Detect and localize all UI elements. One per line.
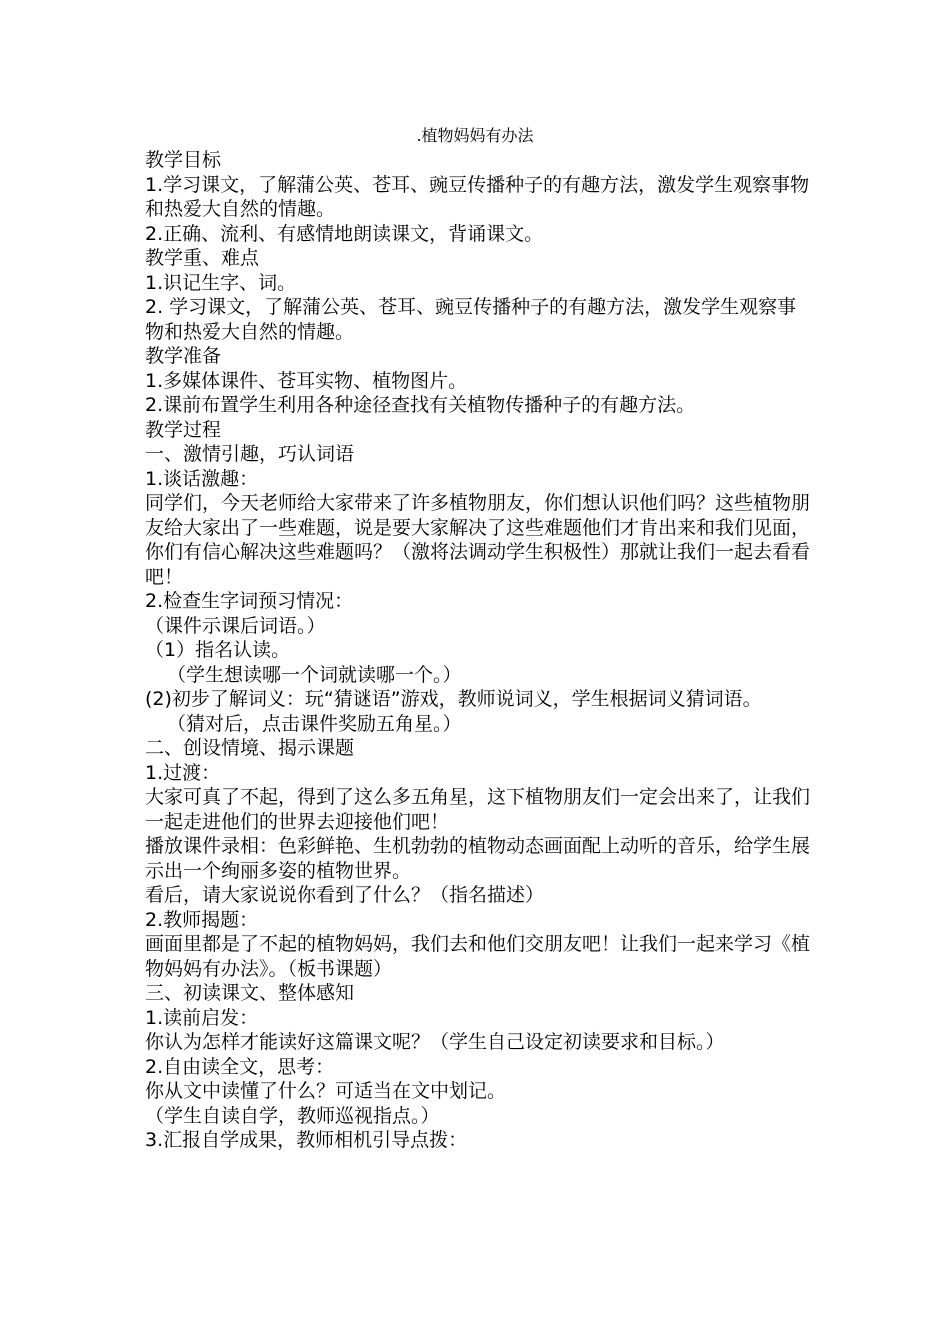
- section-heading: 教学重、难点: [145, 247, 260, 269]
- paragraph: 画面里都是了不起的植物妈妈，我们去和他们交朋友吧！让我们一起来学习《植物妈妈有办法》。（板书课题）: [145, 933, 811, 980]
- paragraph: （1）指名认读。: [145, 639, 291, 661]
- paragraph: 1.识记生字、词。: [145, 271, 297, 294]
- document-title: .植物妈妈有办法: [416, 126, 534, 145]
- paragraph: 2.正确、流利、有感情地朗读课文，背诵课文。: [145, 222, 544, 245]
- step-heading: 1.过渡：: [145, 761, 221, 784]
- subsection-heading: 一、激情引趣，巧认词语: [145, 443, 355, 465]
- paragraph: 你从文中读懂了什么？可适当在文中划记。: [145, 1080, 507, 1102]
- paragraph: 你认为怎样才能读好这篇课文呢？（学生自己设定初读要求和目标。）: [145, 1031, 725, 1053]
- paragraph: （学生自读自学，教师巡视指点。）: [145, 1104, 440, 1127]
- paragraph: 同学们，今天老师给大家带来了许多植物朋友，你们想认识他们吗？这些植物朋友给大家出了一些难题，说是要大家解决了这些难题他们才肯出来和我们见面，你们有信心解决这些难题吗？（激将法调动学生积极性）那就让我们一起去看看吧！: [145, 492, 811, 588]
- paragraph: 2. 学习课文，了解蒲公英、苍耳、豌豆传播种子的有趣方法，激发学生观察事物和热爱大自然的情趣。: [145, 296, 797, 343]
- paragraph: 1.学习课文，了解蒲公英、苍耳、豌豆传播种子的有趣方法，激发学生观察事物和热爱大自然的情趣。: [145, 173, 810, 220]
- step-heading: 2.自由读全文，思考：: [145, 1055, 335, 1078]
- step-heading: 1.谈话激趣：: [145, 467, 259, 490]
- paragraph-indented: （猜对后，点击课件奖励五角星。）: [167, 712, 462, 735]
- step-heading: 1.读前启发：: [145, 1006, 259, 1029]
- step-heading: 3.汇报自学成果，教师相机引导点拨：: [145, 1129, 468, 1151]
- subsection-heading: 三、初读课文、整体感知: [145, 982, 355, 1004]
- paragraph: (2)初步了解词义：玩“猜谜语”游戏，教师说词义，学生根据词义猜词语。: [145, 688, 762, 710]
- paragraph-indented: （学生想读哪一个词就读哪一个。）: [167, 663, 462, 686]
- paragraph: 1.多媒体课件、苍耳实物、植物图片。: [145, 369, 468, 392]
- paragraph: 2.课前布置学生利用各种途径查找有关植物传播种子的有趣方法。: [145, 394, 696, 416]
- section-heading: 教学过程: [145, 418, 222, 441]
- subsection-heading: 二、创设情境、揭示课题: [145, 737, 355, 759]
- section-heading: 教学目标: [145, 149, 222, 171]
- step-heading: 2.检查生字词预习情况：: [145, 590, 354, 612]
- paragraph: 大家可真了不起，得到了这么多五角星，这下植物朋友们一定会出来了，让我们一起走进他们的世界去迎接他们吧！: [145, 786, 811, 833]
- paragraph: 看后，请大家说说你看到了什么？（指名描述）: [145, 884, 545, 906]
- section-heading: 教学准备: [145, 345, 222, 367]
- paragraph: 播放课件录相：色彩鲜艳、生机勃勃的植物动态画面配上动听的音乐，给学生展示出一个绚丽多姿的植物世界。: [145, 835, 811, 882]
- step-heading: 2.教师揭题：: [145, 908, 259, 931]
- document-body: [145, 148, 815, 1153]
- paragraph: （课件示课后词语。）: [145, 614, 326, 637]
